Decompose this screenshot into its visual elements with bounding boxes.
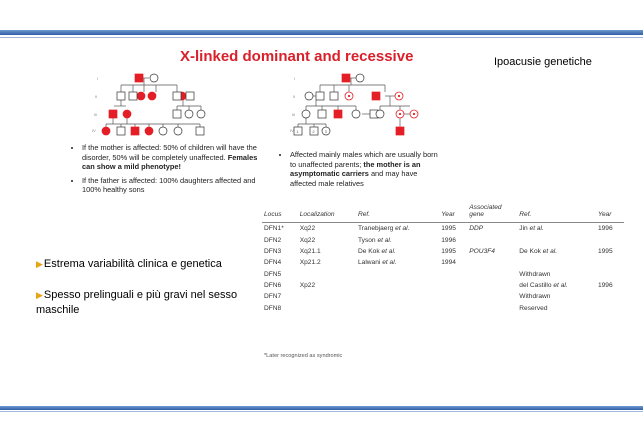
table-cell	[467, 269, 517, 280]
table-cell: POU3F4	[469, 247, 495, 255]
table-cell: DFN4	[264, 259, 282, 267]
unaffected-male-symbol	[117, 92, 125, 100]
affected-male-symbol	[131, 127, 139, 135]
table-cell: 1996	[597, 282, 613, 290]
bottom-divider	[0, 411, 643, 412]
generation-label: III	[94, 112, 98, 117]
unaffected-male-symbol	[117, 127, 125, 135]
table-cell: Tranebjaerg et al.	[358, 225, 410, 233]
table-cell	[356, 291, 439, 302]
table-row	[262, 257, 624, 268]
table-cell	[439, 280, 467, 291]
table-cell: DFN8	[264, 304, 282, 312]
table-cell: 1995	[441, 225, 456, 233]
generation-label: II	[95, 94, 98, 99]
table-cell: Xp21.2	[299, 259, 321, 267]
table-cell	[298, 269, 356, 280]
column-header: Associated gene	[467, 202, 517, 223]
table-cell: DFN6	[264, 282, 282, 290]
unaffected-male-symbol	[173, 110, 181, 118]
individual-number: 3	[324, 129, 327, 134]
individual-number: 2	[312, 129, 315, 134]
table-cell: Withdrawn	[519, 270, 551, 278]
generation-label: IV	[290, 128, 294, 133]
table-cell: De Kok et al.	[519, 247, 558, 255]
table-cell: Jin et al.	[519, 225, 544, 233]
table-row	[262, 280, 624, 291]
table-cell: Reserved	[519, 304, 548, 312]
table-cell: 1995	[597, 247, 613, 255]
table-cell	[517, 257, 596, 268]
dfn-loci-table	[262, 202, 624, 314]
table-cell	[596, 291, 624, 302]
individual-number: 1	[296, 129, 299, 134]
table-cell	[356, 269, 439, 280]
arrow-bullet-icon: ▶	[36, 290, 43, 300]
dominant-note-mother: • If the mother is affected: 50% of children will have the disorder, 50% will be completely unaffected. Females can show a mild phenotype!	[82, 143, 272, 172]
affected-male-symbol	[109, 110, 117, 118]
table-cell: DFN7	[264, 293, 282, 301]
unaffected-female-symbol	[197, 110, 205, 118]
table-cell	[517, 234, 596, 245]
table-cell	[439, 291, 467, 302]
table-header-row	[262, 202, 624, 223]
table-cell: Withdrawn	[519, 293, 551, 301]
top-bar	[0, 30, 643, 35]
table-cell	[439, 303, 467, 314]
generation-label: I	[97, 76, 99, 81]
table-cell: Xq21.1	[299, 247, 321, 255]
table-cell	[298, 291, 356, 302]
recessive-note: • Affected mainly males which are usually born to unaffected parents; the mother is an asymptomatic carriers and may have affected male relatives	[290, 150, 440, 188]
unaffected-male-symbol	[316, 92, 324, 100]
table-cell: DFN5	[264, 270, 282, 278]
unaffected-female-symbol	[159, 127, 167, 135]
table-cell	[596, 269, 624, 280]
recessive-notes	[280, 150, 440, 192]
table-cell: DDP	[469, 225, 484, 233]
bottom-bar	[0, 406, 643, 410]
unaffected-male-symbol	[129, 92, 137, 100]
unaffected-female-symbol	[185, 110, 193, 118]
unaffected-female-symbol	[352, 110, 360, 118]
dominant-note-father: • If the father is affected: 100% daughters affected and 100% healthy sons	[82, 176, 272, 195]
table-cell: Xp22	[299, 282, 316, 290]
table-cell	[467, 280, 517, 291]
dominant-notes	[72, 143, 272, 199]
column-header: Ref.	[517, 202, 596, 223]
column-header: Localization	[298, 202, 356, 223]
table-cell	[467, 257, 517, 268]
affected-female-symbol	[137, 92, 145, 100]
column-header: Ref.	[356, 202, 439, 223]
table-cell: Xq22	[299, 225, 316, 233]
unaffected-female-symbol	[302, 110, 310, 118]
affected-male-symbol	[372, 92, 380, 100]
table-cell: 1996	[597, 225, 613, 233]
table-cell	[596, 257, 624, 268]
table-cell: DFN3	[264, 247, 282, 255]
table-cell: 1994	[441, 259, 456, 267]
table-cell	[439, 269, 467, 280]
table-row	[262, 223, 624, 235]
unaffected-female-symbol	[150, 74, 158, 82]
affected-female-symbol	[123, 110, 131, 118]
table-cell: Tyson et al.	[358, 236, 392, 244]
slide-title: X-linked dominant and recessive	[180, 48, 414, 65]
affected-male-symbol	[342, 74, 350, 82]
unaffected-female-symbol	[174, 127, 182, 135]
table-cell	[596, 303, 624, 314]
column-header: Year	[439, 202, 467, 223]
unaffected-female-symbol	[376, 110, 384, 118]
table-row	[262, 234, 624, 245]
affected-male-symbol	[135, 74, 143, 82]
table-cell: Xq22	[299, 236, 316, 244]
affected-male-symbol	[396, 127, 404, 135]
affected-male-symbol	[334, 110, 342, 118]
table-cell: DFN2	[264, 236, 282, 244]
unaffected-male-symbol	[186, 92, 194, 100]
affected-female-symbol	[148, 92, 156, 100]
table-cell: DFN1*	[264, 225, 284, 233]
table-cell: De Kok et al.	[358, 247, 396, 255]
column-header: Year	[596, 202, 624, 223]
table-row	[262, 303, 624, 314]
unaffected-male-symbol	[330, 92, 338, 100]
unaffected-male-symbol	[173, 92, 181, 100]
bullet-prelingual: ▶Spesso prelinguali e più gravi nel sesso maschile	[36, 289, 238, 316]
unaffected-male-symbol	[196, 127, 204, 135]
x-linked-dominant-pedigree	[90, 68, 230, 138]
table-cell: Lalwani et al.	[358, 259, 397, 267]
table-row	[262, 269, 624, 280]
generation-label: II	[293, 94, 296, 99]
table-cell	[596, 234, 624, 245]
affected-female-symbol	[102, 127, 110, 135]
top-divider	[0, 37, 643, 38]
section-title: Ipoacusie genetiche	[494, 56, 592, 68]
generation-label: IV	[92, 128, 96, 133]
x-linked-recessive-pedigree	[290, 68, 430, 140]
generation-label: I	[294, 76, 296, 81]
arrow-bullet-icon: ▶	[36, 259, 43, 269]
table-cell	[467, 303, 517, 314]
table-footnote: *Later recognized as syndromic	[264, 353, 343, 359]
unaffected-female-symbol	[305, 92, 313, 100]
table-cell: 1995	[441, 247, 456, 255]
table-row	[262, 246, 624, 257]
table-cell	[356, 303, 439, 314]
bullet-variability: ▶Estrema variabilità clinica e genetica	[36, 258, 222, 270]
table-cell	[467, 234, 517, 245]
table-cell	[356, 280, 439, 291]
affected-female-symbol	[145, 127, 153, 135]
table-cell	[298, 303, 356, 314]
generation-label: III	[292, 112, 296, 117]
unaffected-female-symbol	[356, 74, 364, 82]
table-cell	[467, 291, 517, 302]
unaffected-male-symbol	[318, 110, 326, 118]
column-header: Locus	[262, 202, 298, 223]
table-cell: del Castillo et al.	[519, 282, 568, 290]
table-row	[262, 291, 624, 302]
table-cell: 1996	[441, 236, 456, 244]
